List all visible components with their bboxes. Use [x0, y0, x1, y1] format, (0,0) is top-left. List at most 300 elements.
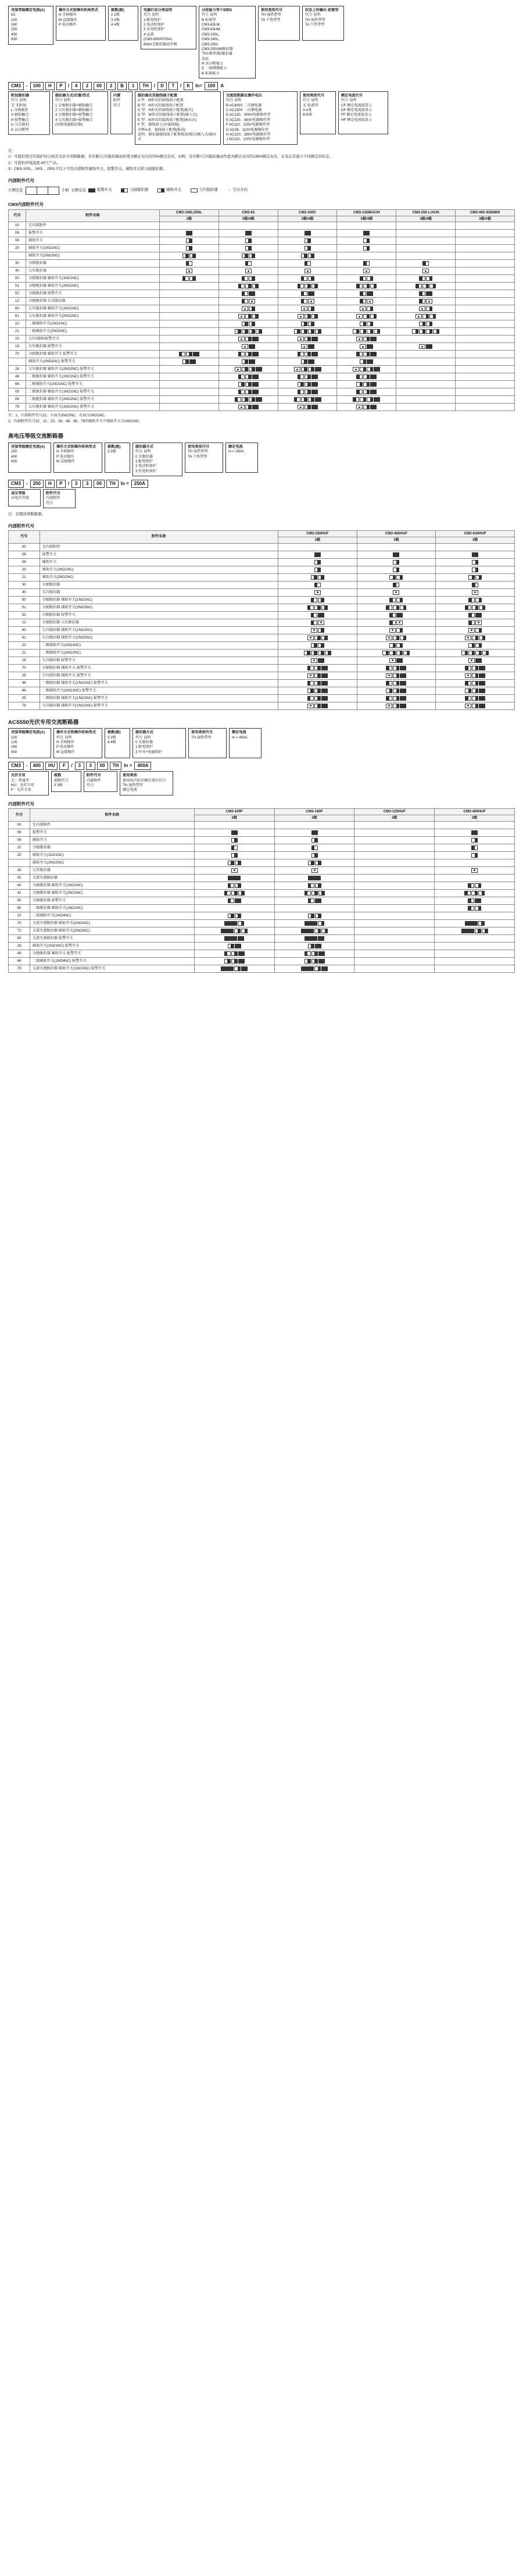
- accessory-symbol: [245, 382, 252, 387]
- accessory-symbol: [238, 284, 245, 288]
- accessory-symbol: [186, 238, 192, 243]
- col-model: CM3-160F: [274, 809, 354, 815]
- code-token: /: [180, 83, 182, 89]
- accessory-symbol: [301, 367, 307, 372]
- accessory-symbol: [304, 651, 310, 655]
- row-model-cell: [160, 396, 219, 404]
- row-model-cell: [160, 252, 219, 260]
- row-model-cell: [218, 245, 278, 252]
- code-token: -: [26, 83, 28, 89]
- code-token: 100: [30, 82, 44, 90]
- accessory-symbol: [433, 329, 439, 334]
- accessory-symbol: [393, 681, 399, 686]
- accessory-symbol: [400, 704, 406, 708]
- row-model-cell: [357, 619, 436, 626]
- row-model-cell: [278, 283, 337, 290]
- row-model-cell: [337, 275, 396, 283]
- symbol-aux-switch: 辅助开关: [157, 188, 181, 192]
- col-poles: 3极/4极: [278, 216, 337, 222]
- table-row: [9, 313, 515, 320]
- row-code: 12: [9, 619, 40, 626]
- accessory-symbol: [472, 583, 478, 587]
- code-token: D: [157, 82, 167, 90]
- note-item: 2）可提供环境温度-40℃产品。: [8, 160, 60, 165]
- accessory-symbol: [224, 936, 237, 941]
- row-model-cell: [274, 874, 354, 882]
- accessory-symbol: [400, 696, 406, 701]
- row-accessory-name: 分励脱扣器 辅助开关 报警开关: [26, 351, 160, 358]
- row-model-cell: [278, 237, 337, 245]
- row-model-cell: [357, 672, 436, 679]
- row-code: 21: [9, 328, 26, 336]
- undervoltage-trip-icon: [191, 188, 198, 192]
- accessory-symbol: [422, 269, 429, 273]
- row-model-cell: [274, 889, 354, 897]
- accessory-symbol: [386, 636, 392, 640]
- symbol-legend-row: [8, 185, 515, 196]
- accessory-symbol: [472, 696, 478, 701]
- diagram1-upper-legends: [8, 6, 515, 79]
- row-accessory-name: 分励脱扣器 报警开关: [26, 290, 160, 298]
- accessory-symbol: [224, 959, 231, 964]
- row-model-cell: [456, 298, 515, 305]
- accessory-symbol: [241, 966, 248, 971]
- table-row: [9, 859, 515, 866]
- row-accessory-name: 无内部附件: [26, 222, 160, 230]
- legend2-high-voltage-grade: 高压等级 高电压等级: [8, 489, 41, 506]
- code-token: T: [169, 82, 178, 90]
- accessory-symbol: [370, 382, 377, 387]
- symbol-lead-direction: → 引出方向: [227, 188, 248, 192]
- row-model-cell: [396, 305, 456, 313]
- accessory-symbol: [412, 329, 418, 334]
- table-row: [9, 237, 515, 245]
- row-model-cell: [278, 664, 357, 672]
- accessory-symbol: [231, 951, 238, 956]
- row-model-cell: [278, 702, 357, 709]
- accessory-symbol: [415, 284, 422, 288]
- row-model-cell: [337, 313, 396, 320]
- row-model-cell: [278, 679, 357, 687]
- accessory-symbol: [249, 322, 255, 326]
- row-code: [9, 859, 30, 866]
- row-accessory-name: 分励脱扣器 欠压脱扣器: [40, 619, 278, 626]
- row-code: 30: [9, 581, 40, 588]
- accessory-symbol: [389, 613, 396, 618]
- row-model-cell: [274, 912, 354, 919]
- accessory-symbol: [363, 390, 370, 394]
- row-accessory-name: 分励脱扣器 欠压脱扣器: [26, 298, 160, 305]
- accessory-symbol: [311, 390, 318, 394]
- accessory-symbol: [308, 397, 314, 402]
- accessory-symbol: [311, 628, 317, 633]
- row-model-cell: [278, 358, 337, 366]
- row-code: 52: [9, 290, 26, 298]
- accessory-symbol: [238, 921, 244, 926]
- accessory-symbol: [363, 374, 370, 379]
- row-model-cell: [354, 897, 435, 904]
- row-model-cell: [436, 687, 515, 694]
- col-poles: 3极/4极: [396, 216, 456, 222]
- accessory-symbol: [472, 568, 478, 572]
- accessory-symbol: [321, 688, 328, 693]
- accessory-symbol: [298, 337, 304, 341]
- accessory-symbol: [422, 284, 429, 288]
- accessory-symbol: [479, 666, 485, 670]
- table-row: [9, 366, 515, 373]
- col-model: CM3-100F: [194, 809, 274, 815]
- table-row: [9, 343, 515, 351]
- accessory-symbol: [363, 284, 370, 288]
- row-model-cell: [357, 581, 436, 588]
- row-model-cell: [435, 934, 515, 942]
- table-row: [9, 836, 515, 844]
- accessory-symbol: [370, 374, 377, 379]
- accessory-symbol: [393, 673, 399, 678]
- accessory-symbol: [471, 830, 478, 835]
- row-accessory-name: 二极辅助开关(2NO2NC): [40, 649, 278, 657]
- row-code: 00: [9, 543, 40, 551]
- row-model-cell: [357, 649, 436, 657]
- row-code: 48: [9, 950, 30, 957]
- accessory-symbol: [472, 552, 478, 557]
- row-code: 22: [9, 641, 40, 649]
- row-model-cell: [274, 904, 354, 912]
- row-code: 02: [9, 874, 30, 882]
- code-token: CM3: [8, 480, 24, 488]
- diagram2-lower-legends: [8, 489, 515, 508]
- accessory-symbol: [468, 651, 475, 655]
- accessory-symbol: [400, 666, 406, 670]
- row-model-cell: [194, 934, 274, 942]
- accessory-symbol: [472, 560, 478, 565]
- row-model-cell: [456, 252, 515, 260]
- accessory-symbol: [393, 552, 399, 557]
- accessory-symbol: [360, 359, 366, 364]
- table-row: [9, 664, 515, 672]
- accessory-symbol: [228, 914, 234, 918]
- accessory-symbol: [472, 688, 478, 693]
- row-model-cell: [456, 404, 515, 411]
- accessory-symbol: [231, 838, 238, 843]
- row-code: 40: [9, 267, 26, 275]
- section3-title: ACS550光伏专用交流断路器: [8, 719, 79, 726]
- table1-caption: CM3内部附件代号: [8, 202, 44, 208]
- table-row: [9, 702, 515, 709]
- row-model-cell: [435, 897, 515, 904]
- accessory-symbol: [311, 951, 318, 956]
- row-accessory-name: 分励脱扣器: [30, 844, 194, 851]
- row-code: [9, 358, 26, 366]
- accessory-symbol: [367, 322, 373, 326]
- accessory-symbol: [393, 590, 399, 595]
- accessory-symbol: [249, 276, 255, 281]
- accessory-symbol: [415, 314, 422, 319]
- accessory-symbol: [311, 382, 318, 387]
- row-model-cell: [278, 396, 337, 404]
- accessory-symbol: [393, 583, 399, 587]
- accessory-symbol: [318, 575, 324, 580]
- accessory-symbol: [298, 314, 304, 319]
- row-model-cell: [194, 927, 274, 934]
- table-row: [9, 919, 515, 927]
- row-model-cell: [396, 343, 456, 351]
- row-model-cell: [194, 965, 274, 972]
- row-model-cell: [337, 396, 396, 404]
- accessory-symbol: [301, 306, 307, 311]
- row-code: 61: [9, 313, 26, 320]
- accessory-symbol: [426, 322, 432, 326]
- row-accessory-name: 分励脱扣器 辅助开关(1NO1NC): [40, 596, 278, 604]
- arrow-icon: →: [227, 188, 231, 192]
- accessory-symbol: [325, 651, 331, 655]
- accessory-symbol: [314, 666, 321, 670]
- row-accessory-name: 二极脱扣器 辅助开关(2NO2NC) 报警开关: [26, 396, 160, 404]
- accessory-symbol: [370, 352, 377, 356]
- accessory-symbol: [242, 329, 248, 334]
- accessory-symbol: [367, 276, 373, 281]
- row-model-cell: [456, 305, 515, 313]
- row-accessory-name: 报警开关: [40, 551, 278, 558]
- table-row: [9, 957, 515, 965]
- accessory-symbol: [389, 658, 396, 663]
- row-accessory-name: 二极辅助开关(2NO2NC): [26, 328, 160, 336]
- row-model-cell: [435, 942, 515, 950]
- accessory-symbol: [314, 636, 321, 640]
- accessory-symbol: [321, 605, 328, 610]
- note-item: 2、内部附件代号22、21、23、28、48、68、78的辅助开关中辅助开关为1NO1NC。: [8, 419, 143, 423]
- row-accessory-name: 交流互感脱扣器 辅助开关(1NO1NC) 报警开关: [30, 965, 194, 972]
- row-model-cell: [357, 551, 436, 558]
- accessory-symbol: [256, 329, 262, 334]
- accessory-symbol: [245, 374, 252, 379]
- accessory-symbol: [231, 830, 238, 835]
- row-model-cell: [278, 604, 357, 611]
- section2-title: 高电压等级交流断路器: [8, 433, 64, 440]
- legend3-pole-code: 极数 极数代号 3 3极: [51, 771, 81, 792]
- accessory-symbol: [360, 322, 366, 326]
- row-model-cell: [337, 336, 396, 343]
- row-model-cell: [396, 381, 456, 388]
- table-row: [9, 694, 515, 702]
- row-accessory-name: 二极脱扣器 辅助开关(1NO1NC) 报警开关: [40, 694, 278, 702]
- col-code: 代号: [9, 531, 40, 544]
- row-model-cell: [354, 942, 435, 950]
- accessory-symbol: [314, 704, 321, 708]
- row-code: 48: [9, 679, 40, 687]
- accessory-symbol: [426, 344, 432, 349]
- accessory-symbol: [370, 390, 377, 394]
- accessory-symbol: [307, 605, 314, 610]
- accessory-symbol: [305, 405, 311, 409]
- row-model-cell: [357, 604, 436, 611]
- row-model-cell: [436, 566, 515, 573]
- accessory-symbol: [315, 883, 321, 888]
- accessory-symbol: [256, 367, 262, 372]
- row-model-cell: [218, 290, 278, 298]
- legend3-operation-mode: 操作方式和操作机构型式 代号 说明 H 手柄操作 P 电动操作 M 直接操作: [53, 728, 102, 758]
- accessory-symbol: [419, 306, 425, 311]
- row-model-cell: [354, 821, 435, 829]
- col-code: 代号: [9, 209, 26, 222]
- accessory-symbol: [294, 367, 300, 372]
- row-model-cell: [456, 290, 515, 298]
- table-row: [9, 230, 515, 237]
- row-code: 20: [9, 851, 30, 859]
- row-model-cell: [278, 641, 357, 649]
- accessory-symbol: [238, 314, 245, 319]
- accessory-symbol: [475, 575, 482, 580]
- row-model-cell: [435, 904, 515, 912]
- code-token: 3: [83, 480, 92, 488]
- row-code: 50: [9, 897, 30, 904]
- table-row: [9, 619, 515, 626]
- accessory-symbol: [356, 352, 363, 356]
- row-code: 05: [9, 388, 26, 396]
- accessory-symbol: [224, 891, 231, 895]
- table-row: [9, 320, 515, 328]
- legend-box-poles: 极数(极) 2 2极 3 3极 4 4极: [108, 6, 138, 41]
- accessory-symbol: [308, 914, 314, 918]
- accessory-symbol: [311, 658, 317, 663]
- row-model-cell: [396, 358, 456, 366]
- row-accessory-name: 辅助开关(2NO2NC): [40, 573, 278, 581]
- row-accessory-name: 辅助开关(1NO1NC): [26, 245, 160, 252]
- accessory-symbol: [314, 688, 321, 693]
- row-model-cell: [278, 404, 337, 411]
- row-model-cell: [194, 829, 274, 836]
- table-row: [9, 927, 515, 934]
- accessory-symbol: [242, 397, 248, 402]
- accessory-symbol: [298, 352, 304, 356]
- accessory-symbol: [389, 628, 396, 633]
- row-model-cell: [456, 260, 515, 267]
- row-model-cell: [194, 844, 274, 851]
- note-item: 注：1、内部附件代号22、左面为2NO2NC，右面为1NO1NC。: [8, 413, 108, 418]
- accessory-symbol: [245, 284, 252, 288]
- col-model: CM3-250HUF: [278, 531, 357, 537]
- col-model: CM3-630HUF: [436, 531, 515, 537]
- code-token: 2: [83, 82, 92, 90]
- accessory-symbol: [367, 329, 373, 334]
- accessory-symbol: [468, 643, 475, 648]
- accessory-symbol: [307, 666, 314, 670]
- accessory-symbol: [308, 291, 314, 296]
- row-model-cell: [354, 836, 435, 844]
- row-model-cell: [354, 829, 435, 836]
- table-row: [9, 611, 515, 619]
- accessory-symbol: [468, 658, 475, 663]
- accessory-symbol: [367, 367, 373, 372]
- row-accessory-name: 分励脱扣器 辅助开关(1NO1NC): [30, 882, 194, 889]
- row-model-cell: [354, 844, 435, 851]
- table-header-row: [9, 531, 515, 537]
- row-accessory-name: 二极脱扣器 辅助开关(1NO1NC) 报警开关: [40, 679, 278, 687]
- accessory-symbol: [465, 681, 471, 686]
- accessory-symbol: [374, 397, 380, 402]
- accessory-code-table-1: [8, 209, 515, 412]
- accessory-symbol: [252, 374, 259, 379]
- row-model-cell: [456, 222, 515, 230]
- row-model-cell: [278, 305, 337, 313]
- row-model-cell: [337, 260, 396, 267]
- accessory-symbol: [360, 344, 366, 349]
- row-code: 78: [9, 404, 26, 411]
- legend3-trip-mode: 脱扣器方式 代号 说明 0 无脱扣器 1 配电保护 3 外壳+电磁保护: [132, 728, 186, 758]
- table-row: [9, 543, 515, 551]
- table-row: [9, 222, 515, 230]
- row-model-cell: [354, 912, 435, 919]
- table3-caption: 内部附件代号: [8, 801, 34, 807]
- row-model-cell: [456, 351, 515, 358]
- code-token: /: [153, 83, 155, 89]
- accessory-symbol: [305, 959, 311, 964]
- row-model-cell: [396, 328, 456, 336]
- table1-notes: [8, 413, 515, 424]
- table-row: [9, 641, 515, 649]
- row-code: 08: [9, 237, 26, 245]
- code-token: HU: [45, 762, 58, 770]
- accessory-symbol: [307, 636, 314, 640]
- table-row: [9, 260, 515, 267]
- table-row: [9, 551, 515, 558]
- accessory-symbol: [245, 337, 252, 341]
- row-model-cell: [436, 664, 515, 672]
- accessory-symbol: [468, 883, 474, 888]
- accessory-symbol: [314, 568, 321, 572]
- accessory-symbol: [318, 620, 324, 625]
- accessory-symbol: [193, 352, 199, 356]
- row-model-cell: [160, 245, 219, 252]
- accessory-symbol: [426, 291, 432, 296]
- row-model-cell: [160, 388, 219, 396]
- row-model-cell: [436, 543, 515, 551]
- accessory-symbol: [393, 666, 399, 670]
- row-model-cell: [357, 702, 436, 709]
- accessory-symbol: [386, 704, 392, 708]
- accessory-symbol: [389, 575, 396, 580]
- accessory-symbol: [482, 929, 488, 933]
- row-model-cell: [194, 950, 274, 957]
- accessory-symbol: [419, 299, 425, 304]
- accessory-symbol: [249, 254, 255, 258]
- row-model-cell: [278, 351, 337, 358]
- legend-box-additional-trip: 附加脱扣器 代号 说明 无 无附加 L 分励脱扣 S 辅助触点 H 报警触点 U 欠压脱扣 K 高分断型: [8, 91, 50, 135]
- row-model-cell: [354, 859, 435, 866]
- accessory-symbol: [228, 861, 234, 865]
- code-token: 3: [75, 762, 84, 770]
- table-row: [9, 934, 515, 942]
- row-model-cell: [435, 889, 515, 897]
- accessory-symbol: [242, 344, 248, 349]
- row-model-cell: [354, 851, 435, 859]
- legend-box-breaking-capacity: 分段能力等于B和D 代号 说明 B 标准型 CM3-63LM, CM3-63UM, CM3-100L, CM3-160L, CM3-250L CM3-250UM脱扣器 等标准型/能/脱扣器 用法 H 高分断能力 D 二级增强能力 B 标准能力: [199, 6, 256, 79]
- accessory-symbol: [308, 367, 314, 372]
- code-token: -: [26, 763, 28, 769]
- legend3-accessory-code: 附件代号 内部附件 代号: [84, 771, 117, 792]
- row-model-cell: [435, 866, 515, 874]
- row-accessory-name: 欠压脱扣器: [30, 866, 194, 874]
- row-model-cell: [396, 237, 456, 245]
- notes-block-2: [8, 512, 515, 518]
- row-accessory-name: 交流互感脱扣器 报警开关: [30, 934, 194, 942]
- col-model: CM3-400HUF: [435, 809, 515, 815]
- row-model-cell: [337, 328, 396, 336]
- code-token: 3: [71, 480, 81, 488]
- accessory-symbol: [475, 598, 482, 602]
- table-row: [9, 882, 515, 889]
- row-model-cell: [274, 950, 354, 957]
